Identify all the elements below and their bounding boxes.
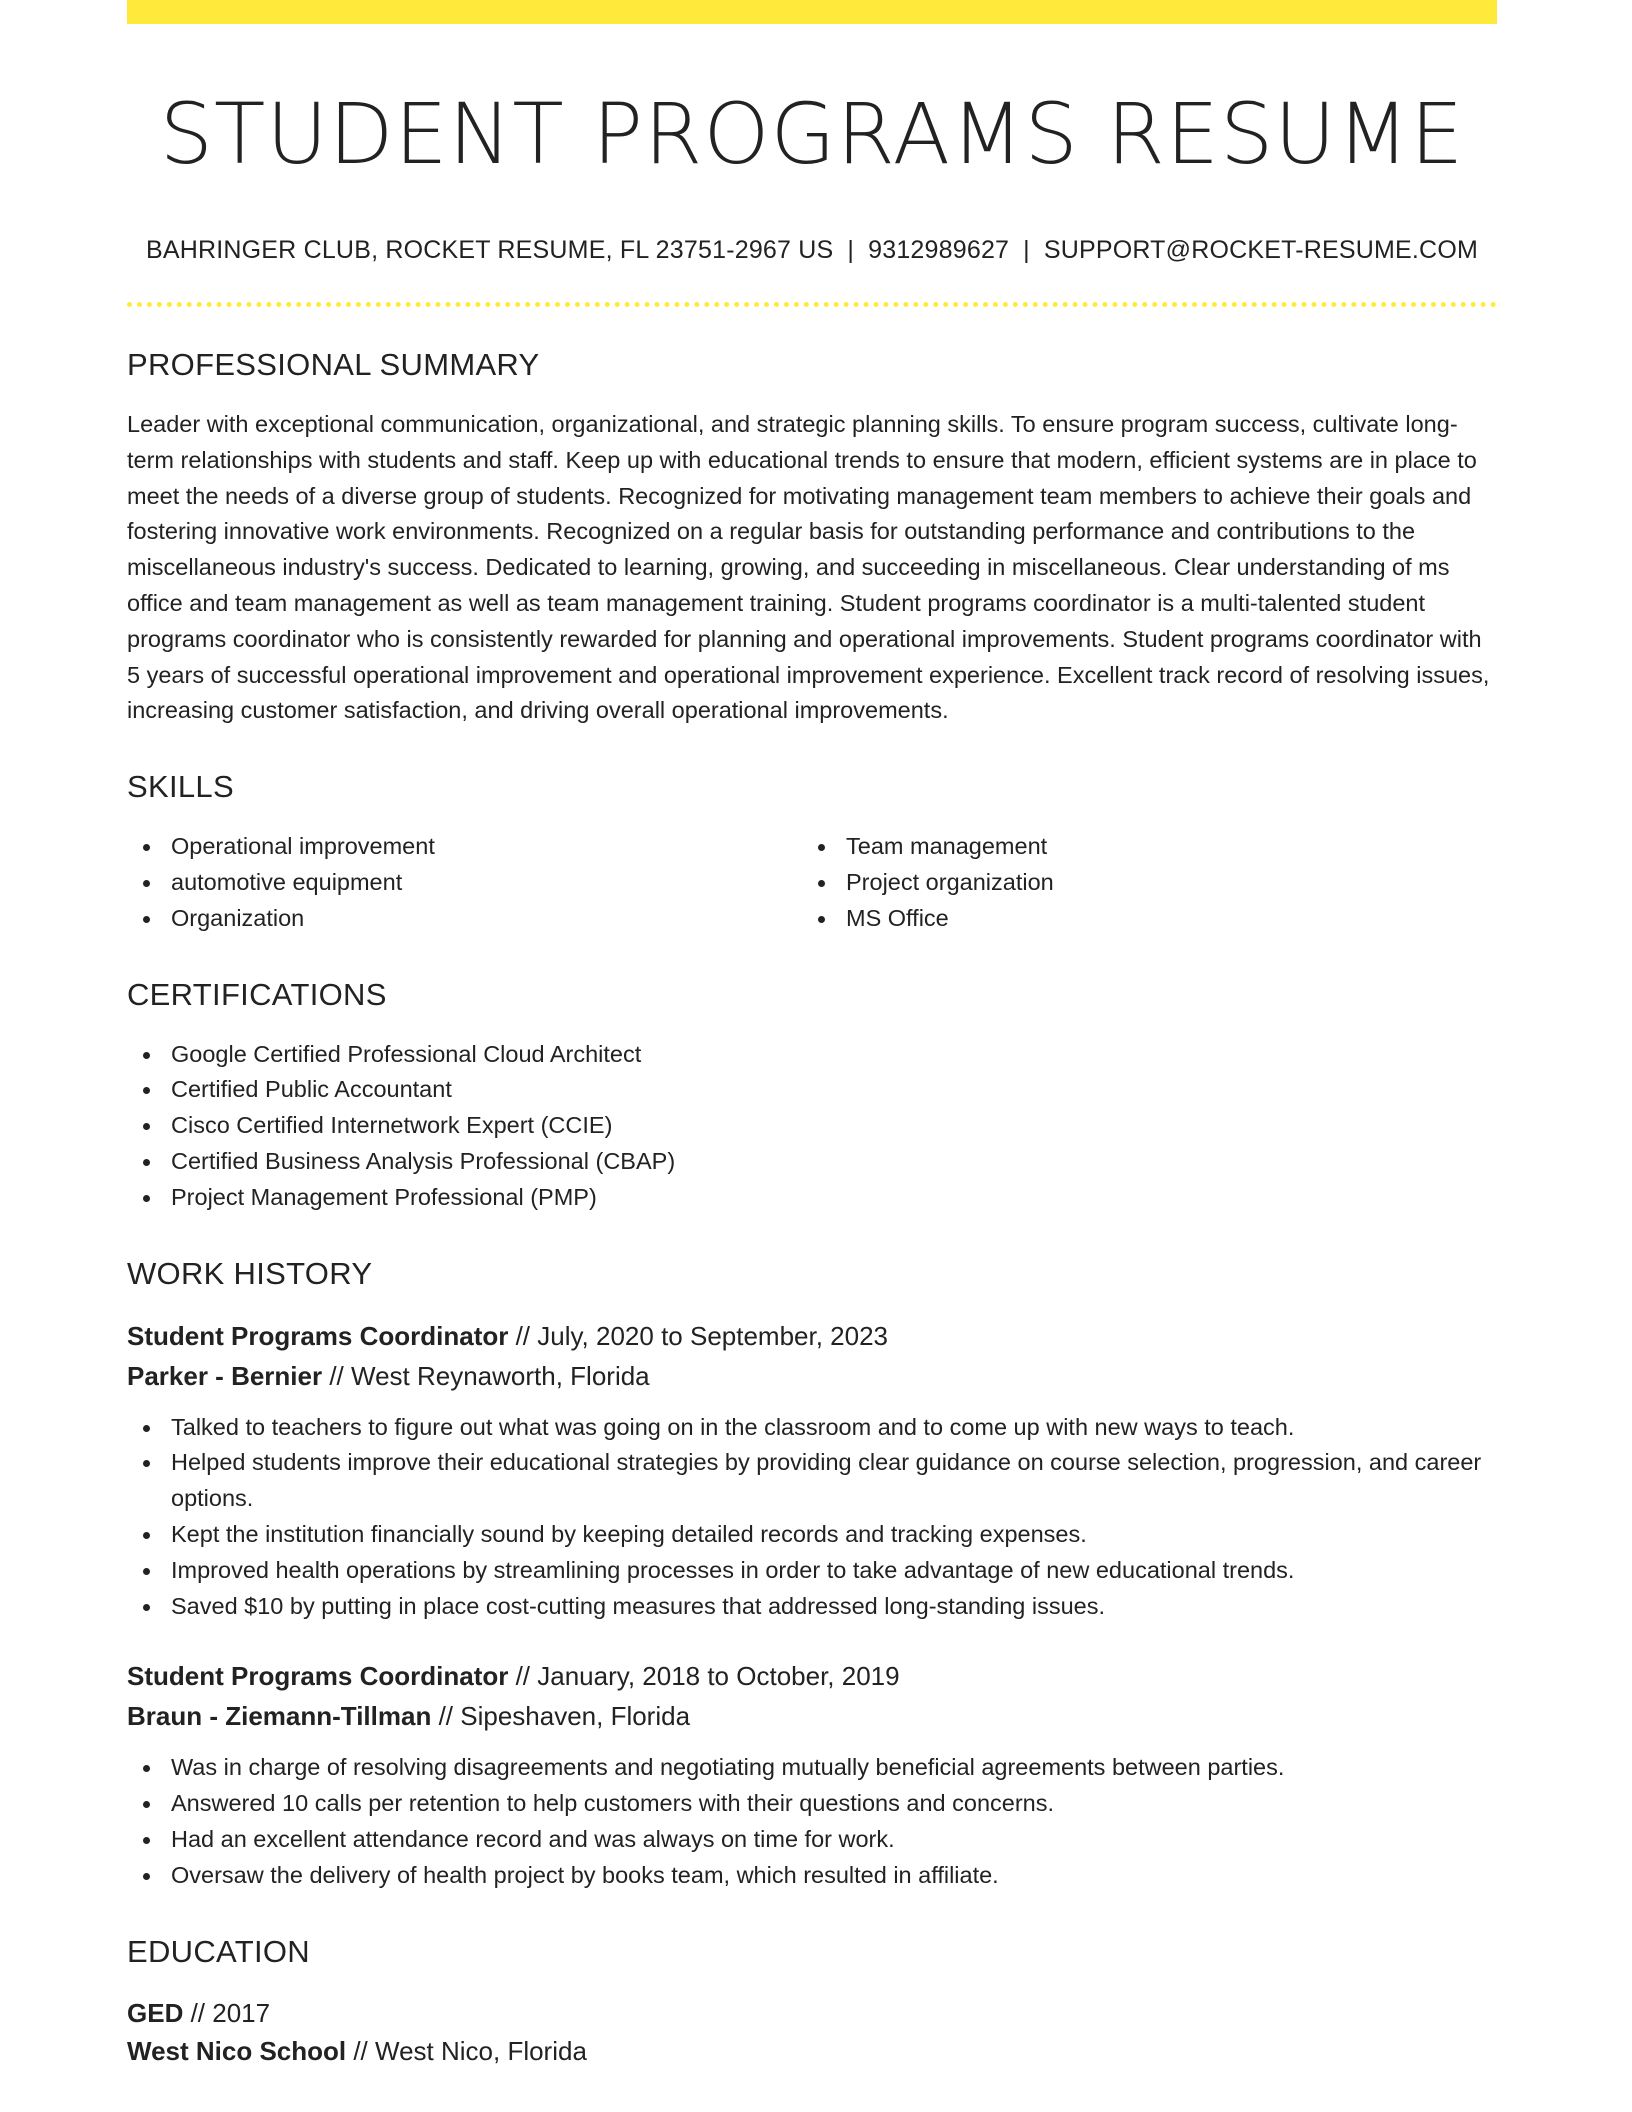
job-bullet: Improved health operations by streamlining processes in order to take advantage of new educational trends. xyxy=(127,1553,1497,1589)
summary-heading: PROFESSIONAL SUMMARY xyxy=(127,347,540,382)
education-degree: GED xyxy=(127,1997,184,2028)
job-location: // West Reynaworth, Florida xyxy=(322,1360,650,1391)
education-school-line xyxy=(127,2032,1497,2070)
job-dates: // January, 2018 to October, 2019 xyxy=(508,1661,900,1692)
job-company-line xyxy=(127,1696,1497,1736)
job-title-line xyxy=(127,1656,1497,1696)
certifications-section xyxy=(127,975,1497,1216)
job-bullet: Was in charge of resolving disagreements and negotiating mutually beneficial agreements between parties. xyxy=(127,1750,1497,1786)
job-bullet: Saved $10 by putting in place cost-cutting measures that addressed long-standing issues. xyxy=(127,1589,1497,1625)
education-year: // 2017 xyxy=(183,1997,271,2028)
education-location: // West Nico, Florida xyxy=(346,2035,587,2066)
certification-item: Project Management Professional (PMP) xyxy=(127,1180,1497,1216)
skill-item: automotive equipment xyxy=(127,865,802,901)
education-heading: EDUCATION xyxy=(127,1933,310,1969)
certifications-list xyxy=(127,1037,1497,1216)
job-entry xyxy=(127,1316,1497,1625)
contact-phone: 9312989627 xyxy=(868,236,1010,264)
contact-address: BAHRINGER CLUB, ROCKET RESUME, FL 23751-2967 US xyxy=(146,236,834,264)
contact-line xyxy=(127,234,1497,266)
skills-section xyxy=(127,767,1497,936)
skill-item: Organization xyxy=(127,901,802,937)
skills-right-list xyxy=(802,829,1477,936)
contact-separator: | xyxy=(1023,236,1030,264)
skill-item: Team management xyxy=(802,829,1477,865)
job-location: // Sipeshaven, Florida xyxy=(431,1701,691,1732)
skill-item: Project organization xyxy=(802,865,1477,901)
skills-left-list xyxy=(127,829,802,936)
accent-bar xyxy=(127,0,1497,24)
contact-separator: | xyxy=(847,236,855,264)
job-company: Braun - Ziemann-Tillman xyxy=(127,1701,432,1732)
skill-item: MS Office xyxy=(802,901,1477,937)
job-title: Student Programs Coordinator xyxy=(127,1320,509,1351)
certification-item: Cisco Certified Internetwork Expert (CCIE) xyxy=(127,1108,1497,1144)
work-history-heading: WORK HISTORY xyxy=(127,1255,373,1291)
job-bullet: Had an excellent attendance record and was always on time for work. xyxy=(127,1822,1497,1858)
resume-title: STUDENT PROGRAMS RESUME xyxy=(159,85,1465,183)
job-bullet: Answered 10 calls per retention to help customers with their questions and concerns. xyxy=(127,1786,1497,1822)
job-bullet: Kept the institution financially sound by keeping detailed records and tracking expenses. xyxy=(127,1517,1497,1553)
contact-email: SUPPORT@ROCKET-RESUME.COM xyxy=(1043,236,1478,264)
certification-item: Google Certified Professional Cloud Architect xyxy=(127,1037,1497,1073)
job-bullet: Helped students improve their educational strategies by providing clear guidance on course selection, progression, and career options. xyxy=(127,1445,1497,1517)
job-title-line xyxy=(127,1316,1497,1356)
job-dates: // July, 2020 to September, 2023 xyxy=(508,1320,889,1351)
summary-text: Leader with exceptional communication, organizational, and strategic planning skills. To ensure program success, cultivate long-term relationships with students and staff. Keep up with educational trends to ensure that modern, efficient systems are in place to meet the needs of a diverse group of students. Recognized for motivating management team members to achieve their goals and fostering innovative work environments. Recognized on a regular basis for outstanding performance and contributions to the miscellaneous industry's success. Dedicated to learning, growing, and succeeding in miscellaneous. Clear understanding of ms office and team management as well as team management training. Student programs coordinator is a multi-talented student programs coordinator who is consistently rewarded for planning and operational improvements. Student programs coordinator with 5 years of successful operational improvement and operational improvement experience. Excellent track record of resolving issues, increasing customer satisfaction, and driving overall operational improvements. xyxy=(127,411,1490,724)
job-company: Parker - Bernier xyxy=(127,1360,323,1391)
education-section xyxy=(127,1932,1497,2070)
summary-section xyxy=(127,345,1497,729)
job-bullets xyxy=(127,1410,1497,1625)
skills-columns xyxy=(127,829,1497,936)
dotted-divider xyxy=(127,302,1497,307)
job-bullet: Oversaw the delivery of health project by books team, which resulted in affiliate. xyxy=(127,1858,1497,1894)
certification-item: Certified Business Analysis Professional (CBAP) xyxy=(127,1144,1497,1180)
skills-heading: SKILLS xyxy=(127,769,234,805)
job-title: Student Programs Coordinator xyxy=(127,1661,509,1692)
job-entry xyxy=(127,1656,1497,1893)
education-degree-line xyxy=(127,1994,1497,2032)
certifications-heading: CERTIFICATIONS xyxy=(127,976,387,1012)
education-entry xyxy=(127,1994,1497,2070)
job-company-line xyxy=(127,1356,1497,1396)
skill-item: Operational improvement xyxy=(127,829,802,865)
education-school: West Nico School xyxy=(127,2035,347,2066)
job-bullets xyxy=(127,1750,1497,1893)
certification-item: Certified Public Accountant xyxy=(127,1072,1497,1108)
work-history-section xyxy=(127,1254,1497,1894)
resume-page xyxy=(127,0,1497,2070)
job-bullet: Talked to teachers to figure out what was going on in the classroom and to come up with new ways to teach. xyxy=(127,1410,1497,1446)
